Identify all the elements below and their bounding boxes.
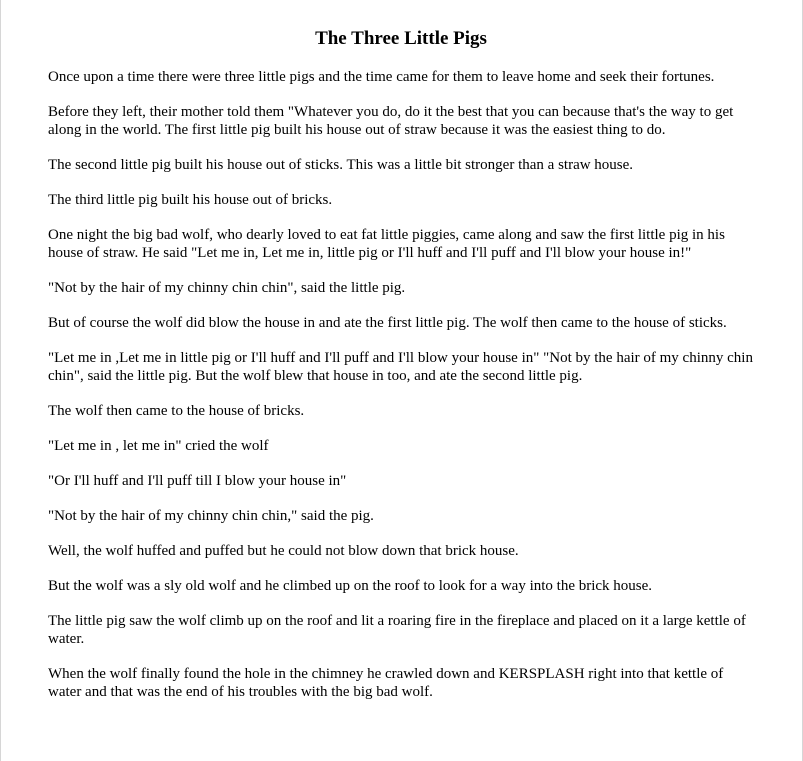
- paragraph-1: Once upon a time there were three little pigs and the time came for them to leave home and seek their fortunes.: [48, 69, 715, 85]
- paragraph-9: The wolf then came to the house of bricks.: [48, 403, 305, 419]
- paragraph-3: The second little pig built his house out of sticks. This was a little bit stronger than a straw house.: [48, 157, 634, 173]
- paragraph-2: Before they left, their mother told them "Whatever you do, do it the best that you can because that's the way to get along in the world. The first little pig built his house out of straw because it was the easiest thing to do.: [48, 104, 734, 138]
- document-page: [48, 0, 754, 718]
- paragraph-13: Well, the wolf huffed and puffed but he could not blow down that brick house.: [48, 543, 519, 559]
- paragraph-14: But the wolf was a sly old wolf and he climbed up on the roof to look for a way into the brick house.: [48, 578, 653, 594]
- paragraph-6: "Not by the hair of my chinny chin chin", said the little pig.: [48, 280, 406, 296]
- paragraph-16: When the wolf finally found the hole in the chimney he crawled down and KERSPLASH right into that kettle of water and that was the end of his troubles with the big bad wolf.: [48, 666, 724, 700]
- paragraph-7: But of course the wolf did blow the house in and ate the first little pig. The wolf then came to the house of sticks.: [48, 315, 727, 331]
- paragraph-12: "Not by the hair of my chinny chin chin," said the pig.: [48, 508, 374, 524]
- paragraph-10: "Let me in , let me in" cried the wolf: [48, 438, 269, 454]
- paragraph-15: The little pig saw the wolf climb up on the roof and lit a roaring fire in the fireplace and placed on it a large kettle of water.: [48, 613, 746, 647]
- page-title: The Three Little Pigs: [315, 28, 487, 49]
- page-left-edge: [0, 0, 1, 761]
- paragraph-4: The third little pig built his house out of bricks.: [48, 192, 333, 208]
- paragraph-5: One night the big bad wolf, who dearly loved to eat fat little piggies, came along and saw the first little pig in his house of straw. He said "Let me in, Let me in, little pig or I'll huff and I'll puff and I'll blow your house in!": [48, 227, 725, 261]
- paragraph-8: "Let me in ,Let me in little pig or I'll huff and I'll puff and I'll blow your house in" "Not by the hair of my chinny chin chin", said the little pig. But the wolf blew that house in too, and ate the second little pig.: [48, 350, 753, 384]
- paragraph-11: "Or I'll huff and I'll puff till I blow your house in": [48, 473, 347, 489]
